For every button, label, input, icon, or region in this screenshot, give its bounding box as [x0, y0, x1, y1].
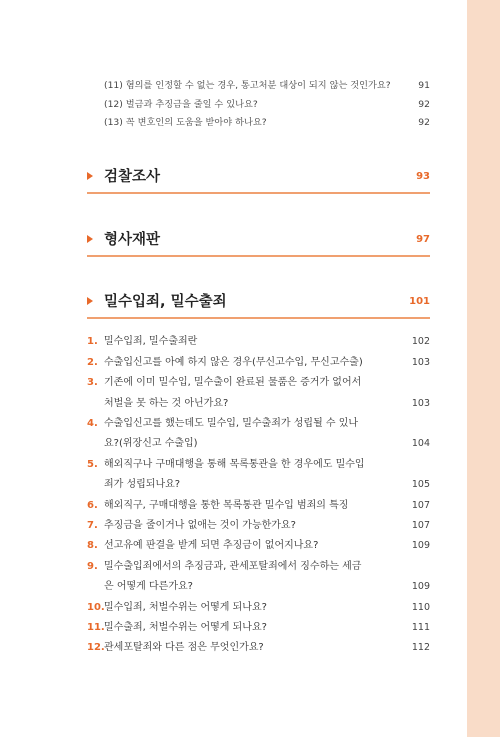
toc-item-number: 8. — [87, 540, 98, 551]
toc-item[interactable] — [0, 618, 500, 638]
toc-item-text: 은 어떻게 다른가요? — [104, 581, 193, 592]
toc-item-number: 12. — [87, 642, 105, 653]
toc-item-text: 밀수입죄, 밀수출죄란 — [104, 336, 198, 347]
toc-item-text: 밀수출죄, 처벌수위는 어떻게 되나요? — [104, 622, 267, 633]
toc-item[interactable] — [0, 496, 500, 516]
toc-subitem[interactable] — [0, 76, 500, 96]
toc-item-page: 107 — [411, 520, 430, 531]
toc-item-number: 5. — [87, 459, 98, 470]
toc-section-heading[interactable] — [87, 225, 430, 257]
toc-item[interactable] — [0, 557, 500, 577]
triangle-bullet-icon — [87, 297, 93, 305]
toc-item-continuation[interactable] — [0, 394, 500, 414]
toc-item-text: 해외직구나 구매대행을 통해 목록통관을 한 경우에도 밀수입 — [104, 459, 365, 470]
toc-item-number: 4. — [87, 418, 98, 429]
triangle-bullet-icon — [87, 172, 93, 180]
toc-item-page: 105 — [411, 479, 430, 490]
toc-subitem-text: (12) 벌금과 추징금을 줄일 수 있나요? — [104, 99, 258, 110]
toc-subitem-page: 92 — [418, 117, 430, 128]
toc-item-text: 수출입신고를 했는데도 밀수입, 밀수출죄가 성립될 수 있나 — [104, 418, 359, 429]
toc-item-continuation[interactable] — [0, 475, 500, 495]
toc-item-page: 110 — [411, 602, 430, 613]
section-title: 형사재판 — [104, 232, 161, 248]
toc-item[interactable] — [0, 332, 500, 352]
toc-item-page: 109 — [411, 581, 430, 592]
toc-item[interactable] — [0, 455, 500, 475]
section-page: 93 — [416, 171, 430, 182]
toc-item-number: 1. — [87, 336, 98, 347]
section-title: 밀수입죄, 밀수출죄 — [104, 294, 227, 310]
toc-item[interactable] — [0, 598, 500, 618]
toc-item-number: 2. — [87, 357, 98, 368]
toc-item-text: 요?(위장신고 수출입) — [104, 438, 198, 449]
toc-item-text: 죄가 성립되나요? — [104, 479, 181, 490]
toc-item-text: 수출입신고를 아예 하지 않은 경우(무신고수입, 무신고수출) — [104, 357, 363, 368]
toc-item[interactable] — [0, 353, 500, 373]
toc-item-page: 112 — [411, 642, 430, 653]
toc-item[interactable] — [0, 373, 500, 393]
toc-item-text: 해외직구, 구매대행을 통한 목록통관 밀수입 범죄의 특징 — [104, 500, 349, 511]
toc-item-text: 밀수출입죄에서의 추징금과, 관세포탈죄에서 징수하는 세금 — [104, 561, 362, 572]
toc-item-page: 102 — [411, 336, 430, 347]
toc-item-continuation[interactable] — [0, 434, 500, 454]
toc-item-number: 11. — [87, 622, 105, 633]
section-page: 101 — [409, 296, 430, 307]
toc-item-page: 111 — [411, 622, 430, 633]
triangle-bullet-icon — [87, 235, 93, 243]
toc-section-heading[interactable] — [87, 162, 430, 194]
toc-subitem-page: 92 — [418, 99, 430, 110]
toc-item-number: 3. — [87, 377, 98, 388]
toc-subitem-text: (11) 혐의를 인정할 수 없는 경우, 통고처분 대상이 되지 않는 것인가요? — [104, 80, 391, 91]
toc-item-number: 7. — [87, 520, 98, 531]
toc-subitem-page: 91 — [418, 80, 430, 91]
toc-item[interactable] — [0, 516, 500, 536]
toc-item-text: 기존에 이미 밀수입, 밀수출이 완료된 물품은 증거가 없어서 — [104, 377, 362, 388]
toc-item-number: 10. — [87, 602, 105, 613]
toc-item-number: 9. — [87, 561, 98, 572]
toc-item-text: 관세포탈죄와 다른 점은 무엇인가요? — [104, 642, 264, 653]
toc-item-page: 103 — [411, 357, 430, 368]
toc-item-page: 103 — [411, 398, 430, 409]
toc-item[interactable] — [0, 638, 500, 658]
toc-section-heading[interactable] — [87, 287, 430, 319]
section-title: 검찰조사 — [104, 169, 161, 185]
section-page: 97 — [416, 234, 430, 245]
toc-item-text: 선고유예 판결을 받게 되면 추징금이 없어지나요? — [104, 540, 319, 551]
toc-item-text: 추징금을 줄이거나 없애는 것이 가능한가요? — [104, 520, 296, 531]
toc-item-continuation[interactable] — [0, 577, 500, 597]
toc-item-page: 107 — [411, 500, 430, 511]
toc-item[interactable] — [0, 536, 500, 556]
toc-item-page: 109 — [411, 540, 430, 551]
toc-subitem[interactable] — [0, 95, 500, 115]
toc-item-page: 104 — [411, 438, 430, 449]
toc-item-text: 처벌을 못 하는 것 아닌가요? — [104, 398, 229, 409]
toc-item[interactable] — [0, 414, 500, 434]
toc-item-number: 6. — [87, 500, 98, 511]
toc-subitem[interactable] — [0, 113, 500, 133]
toc-item-text: 밀수입죄, 처벌수위는 어떻게 되나요? — [104, 602, 267, 613]
toc-subitem-text: (13) 꼭 변호인의 도움을 받아야 하나요? — [104, 117, 267, 128]
